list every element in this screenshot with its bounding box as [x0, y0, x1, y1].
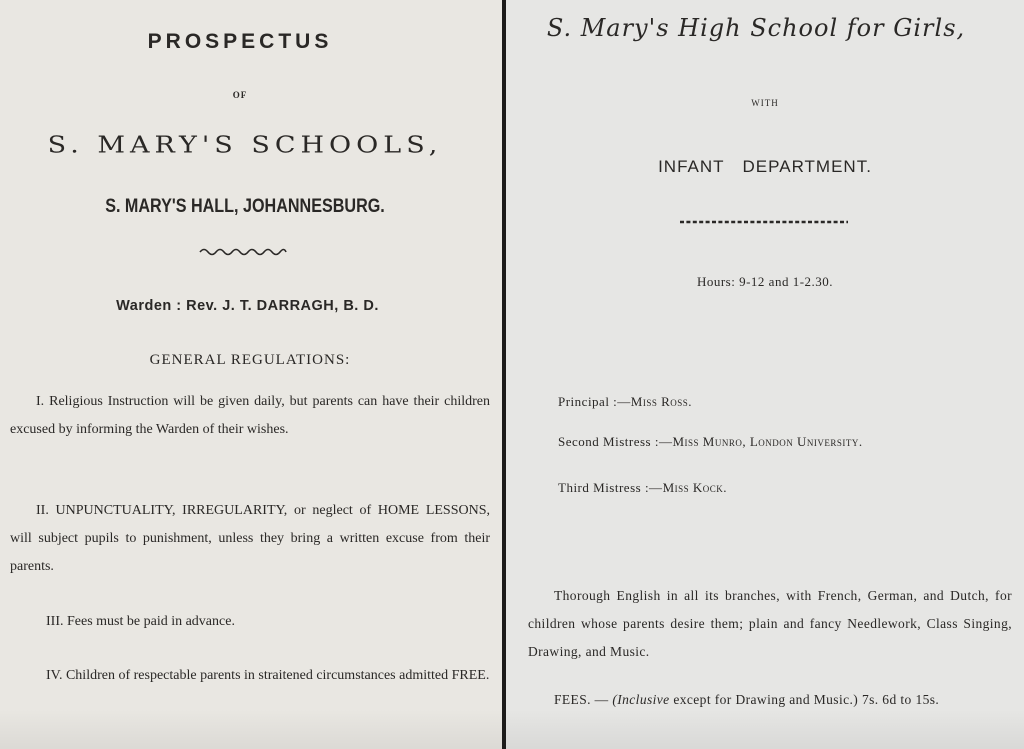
regulation-numeral: I.: [36, 394, 45, 409]
regulation-numeral: III.: [46, 614, 64, 629]
regulation-numeral: II.: [36, 503, 49, 518]
regulations-heading: GENERAL REGULATIONS:: [149, 352, 351, 368]
staff-name: Miss Ross.: [630, 394, 693, 409]
fees-inclusive: (Inclusive: [612, 692, 670, 707]
hours-line: Hours: 9-12 and 1-2.30.: [696, 274, 834, 289]
dashed-rule: [680, 220, 848, 224]
page-shadow: [0, 709, 503, 749]
fees-paragraph: FEES. — (Inclusive except for Drawing and Music.) 7s. 6d to 15s.: [554, 692, 940, 707]
with-label: WITH: [751, 98, 779, 108]
regulation-item: [10, 662, 490, 690]
warden-line: Warden : Rev. J. T. DARRAGH, B. D.: [116, 298, 379, 314]
regulation-text: Children of respectable parents in straitened circumstances admitted FREE.: [65, 668, 490, 683]
prospectus-title: PROSPECTUS: [147, 30, 333, 53]
hall-location: S. MARY'S HALL, JOHANNESBURG.: [105, 196, 385, 217]
staff-name: Miss Kock.: [662, 480, 728, 495]
regulation-text: UNPUNCTUALITY, IRREGULARITY, or neglect of HOME LESSONS, will subject pupils to punishment, unless they bring a written excuse from their parents.: [10, 503, 491, 574]
staff-name: Miss Munro, London University.: [672, 434, 863, 449]
regulation-item: [10, 388, 490, 444]
staff-second-mistress: [558, 434, 863, 450]
squiggle-ornament: [198, 246, 288, 258]
regulation-text: Religious Instruction will be given daily, but parents can have their children excused by informing the Warden of their wishes.: [10, 394, 491, 437]
left-page: [0, 0, 503, 749]
schools-name: S. MARY'S SCHOOLS,: [47, 132, 443, 159]
regulation-item: [10, 608, 490, 636]
department-word-2: DEPARTMENT.: [742, 157, 872, 176]
right-page: [506, 0, 1024, 749]
curriculum-text: Thorough English in all its branches, with French, German, and Dutch, for children whose parents desire them; plain and fancy Needlework, Class Singing, Drawing, and Music.: [528, 588, 1012, 659]
regulation-item: [10, 497, 490, 581]
staff-role: Second Mistress :—: [558, 434, 673, 449]
staff-role: Principal :—: [558, 394, 631, 409]
curriculum-paragraph: [528, 582, 1012, 666]
fees-label: FEES.: [554, 692, 591, 707]
staff-third-mistress: [558, 480, 727, 496]
of-label: OF: [232, 90, 248, 100]
school-title: S. Mary's High School for Girls,: [546, 14, 966, 42]
regulation-numeral: IV.: [46, 668, 63, 683]
staff-principal: [558, 394, 692, 410]
regulation-text: Fees must be paid in advance.: [67, 614, 235, 629]
page-shadow: [506, 709, 1024, 749]
department-word-1: INFANT: [658, 157, 725, 176]
department-heading: [506, 157, 1024, 177]
staff-role: Third Mistress :—: [558, 480, 663, 495]
fees-rest: except for Drawing and Music.) 7s. 6d to 15s.: [673, 692, 940, 707]
